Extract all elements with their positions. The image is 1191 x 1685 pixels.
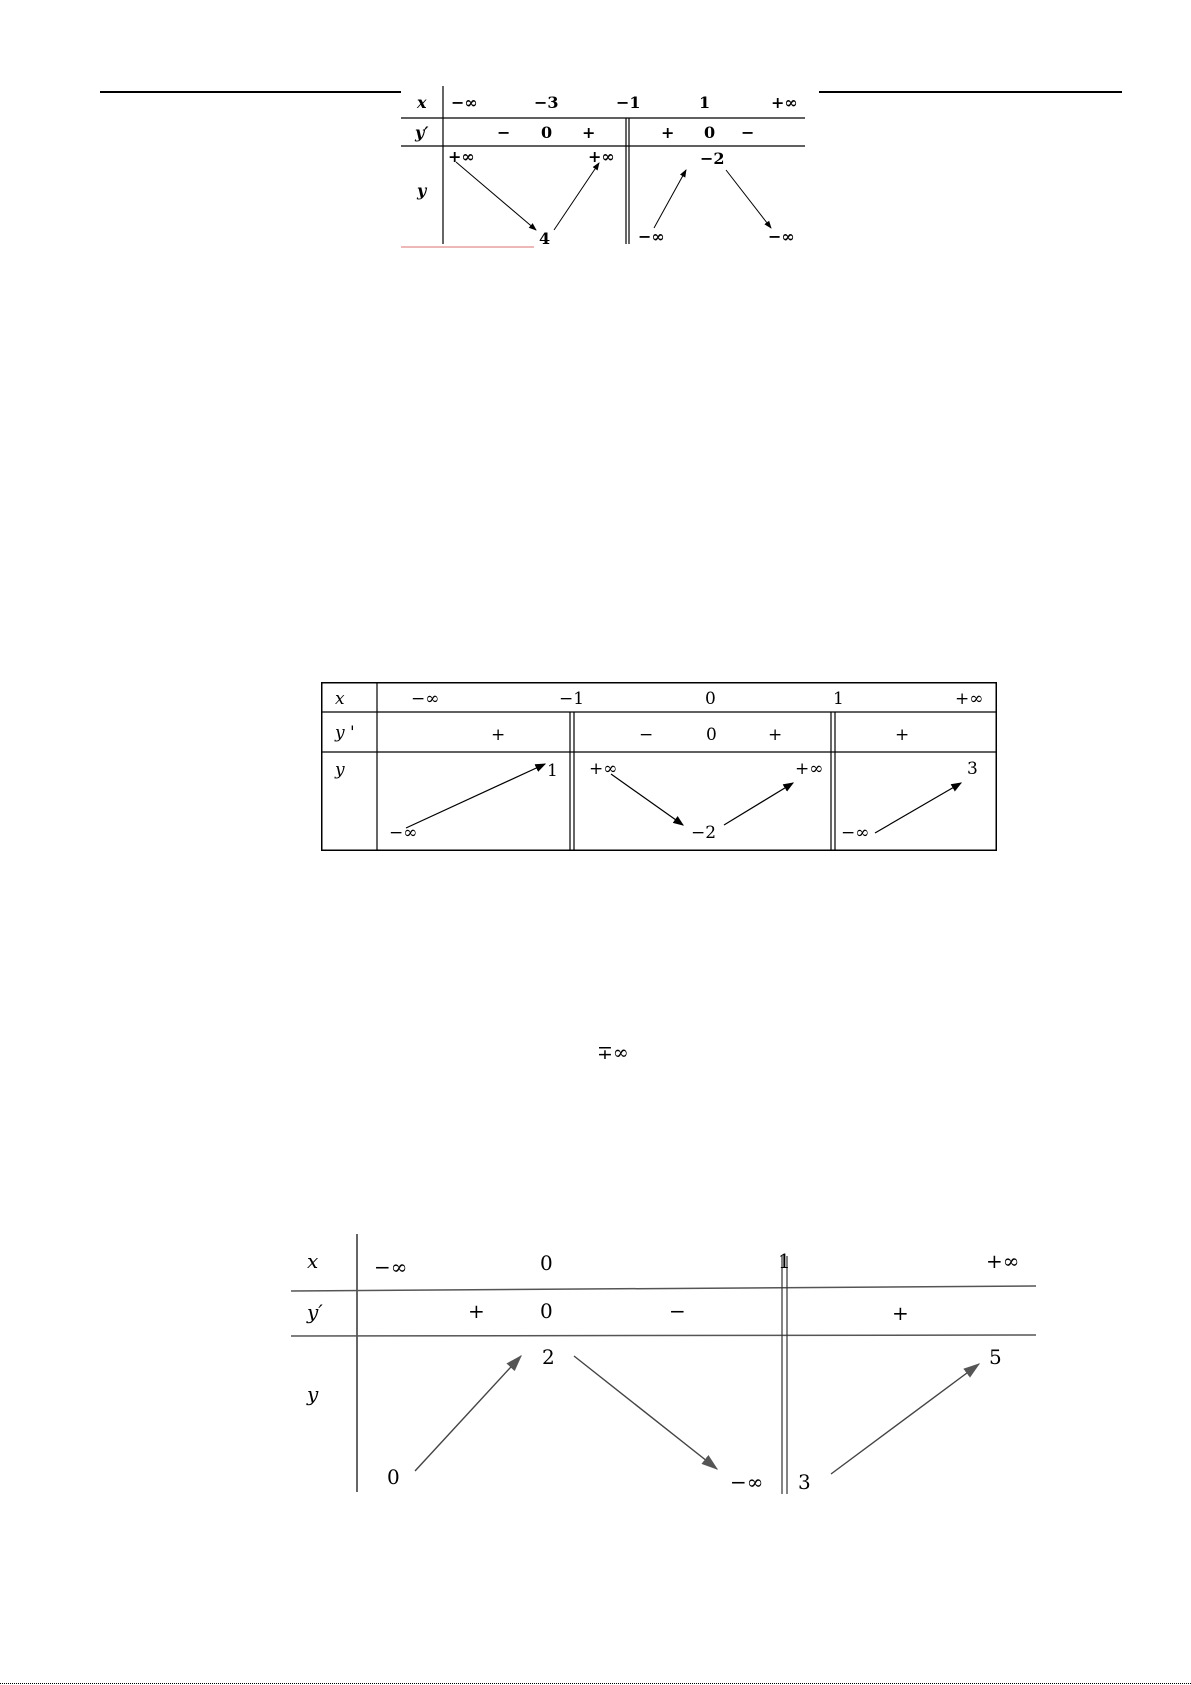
minus-plus-infinity-symbol: ∓∞ (597, 1042, 629, 1064)
t1-x-3: 1 (699, 93, 711, 112)
t2-x-1: −1 (559, 689, 585, 709)
t3-sign-0: + (468, 1299, 485, 1323)
t3-yprime-label: y′ (307, 1300, 323, 1324)
t2-arrow-3 (724, 783, 793, 825)
variation-table-3-graphic (291, 1234, 1041, 1494)
t1-y-label: y (417, 181, 427, 200)
t3-y-4: 5 (989, 1345, 1002, 1369)
t1-sign-3: + (661, 123, 675, 142)
t2-y-label: y (335, 760, 345, 780)
t3-y-1: 2 (542, 1345, 555, 1369)
t3-x-2: 1 (778, 1249, 791, 1273)
variation-table-2-graphic (321, 682, 997, 852)
t1-y-2: +∞ (588, 147, 615, 166)
t2-x-2: 0 (705, 689, 716, 709)
t1-x-label: x (417, 93, 427, 112)
t2-y-4: +∞ (795, 759, 824, 779)
t2-sign-1: − (639, 725, 654, 745)
t1-x-2: −1 (616, 93, 641, 112)
t2-arrow-4 (875, 783, 961, 833)
t1-y-4: −2 (700, 149, 725, 168)
footer-rule (0, 1683, 1191, 1684)
t1-y-3: −∞ (638, 227, 665, 246)
t2-arrow-2 (611, 774, 683, 825)
t1-sign-5: − (741, 123, 755, 142)
t1-x-0: −∞ (451, 93, 478, 112)
t3-y-label: y (307, 1382, 319, 1406)
t2-x-0: −∞ (411, 689, 440, 709)
t2-yprime-label: y ' (335, 723, 355, 743)
t3-row-line-1 (291, 1286, 1036, 1291)
t1-arrow-3 (654, 170, 686, 228)
t3-arrow-1 (415, 1356, 521, 1471)
t1-yprime-label: y′ (415, 123, 429, 142)
t2-sign-4: + (895, 725, 910, 745)
t1-arrow-2 (554, 163, 599, 230)
t2-x-3: 1 (833, 689, 844, 709)
t1-sign-2: + (582, 123, 596, 142)
t1-x-1: −3 (534, 93, 559, 112)
t1-sign-1: 0 (541, 123, 553, 142)
t3-x-0: −∞ (374, 1255, 408, 1279)
t2-y-3: −2 (691, 823, 717, 843)
t3-arrow-2 (574, 1356, 717, 1469)
variation-table-1-graphic (401, 86, 819, 252)
t3-sign-2: − (669, 1299, 686, 1323)
variation-table-1 (401, 86, 819, 252)
t2-y-0: 1 (547, 761, 558, 781)
t2-y-1: −∞ (389, 823, 418, 843)
variation-table-2 (321, 682, 997, 852)
t1-y-0: +∞ (448, 147, 475, 166)
t1-x-4: +∞ (771, 93, 798, 112)
t1-y-5: −∞ (768, 227, 795, 246)
t3-row-line-2 (291, 1335, 1036, 1336)
variation-table-3 (291, 1234, 1041, 1494)
t3-arrow-3 (831, 1364, 979, 1474)
t1-sign-4: 0 (704, 123, 716, 142)
t2-y-6: −∞ (841, 823, 870, 843)
t2-sign-2: 0 (706, 725, 717, 745)
t3-x-1: 0 (540, 1251, 553, 1275)
t1-sign-0: − (497, 123, 511, 142)
t3-y-3: 3 (798, 1470, 811, 1494)
t3-sign-3: + (892, 1301, 909, 1325)
t2-sign-0: + (491, 725, 506, 745)
t2-y-5: 3 (967, 759, 978, 779)
t1-arrow-1 (456, 162, 536, 230)
t3-x-label: x (307, 1249, 319, 1273)
t2-x-label: x (335, 689, 345, 709)
t3-y-0: 0 (387, 1465, 400, 1489)
t3-x-3: +∞ (986, 1249, 1020, 1273)
t2-y-2: +∞ (589, 759, 618, 779)
t3-y-2: −∞ (730, 1470, 764, 1494)
t3-sign-1: 0 (540, 1299, 553, 1323)
t2-sign-3: + (768, 725, 783, 745)
t2-x-4: +∞ (955, 689, 984, 709)
t1-y-1: 4 (539, 229, 551, 248)
t1-arrow-4 (726, 170, 771, 228)
t2-arrow-1 (406, 764, 545, 828)
